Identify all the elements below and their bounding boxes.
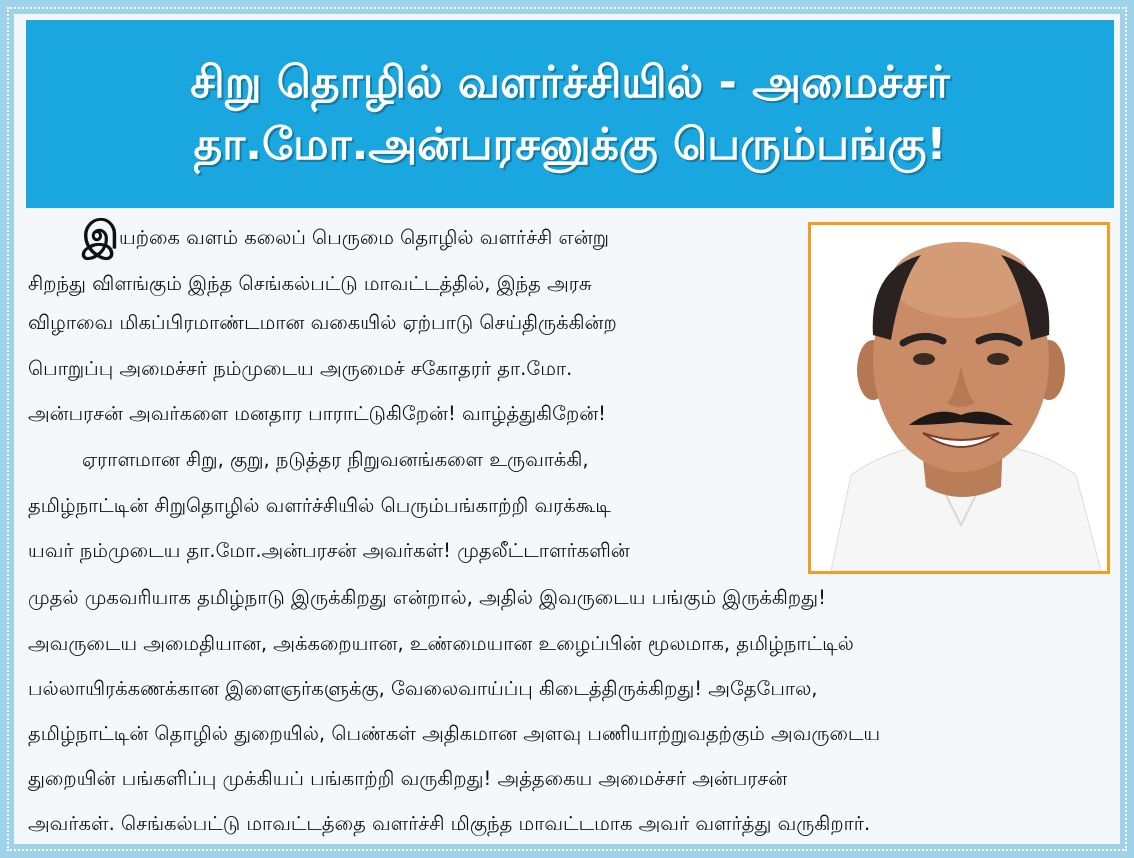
headline-line-1: சிறு தொழில் வளர்ச்சியில் - அமைச்சர்	[190, 57, 950, 108]
article-line-12: தமிழ்நாட்டின் தொழில் துறையில், பெண்கள் அதிகமான அளவு பணியாற்றுவதற்கும் அவருடைய	[28, 722, 881, 745]
headline-line-2: தா.மோ.அன்பரசனுக்கு பெரும்பங்கு!	[193, 119, 947, 170]
article-line-3: விழாவை மிகப்பிரமாண்டமான வகையில் ஏற்பாடு செய்திருக்கின்ற	[28, 311, 617, 334]
article-line-6: ஏராளமான சிறு, குறு, நடுத்தர நிறுவனங்களை உருவாக்கி,	[82, 448, 589, 471]
article-line-8: யவர் நம்முடைய தா.மோ.அன்பரசன் அவர்கள்! முதலீட்டாளர்களின்	[28, 539, 630, 562]
article-line-5: அன்பரசன் அவர்களை மனதார பாராட்டுகிறேன்! வாழ்த்துகிறேன்!	[28, 402, 606, 425]
article-line-2: சிறந்து விளங்கும் இந்த செங்கல்பட்டு மாவட்டத்தில், இந்த அரசு	[28, 272, 592, 295]
article-line-1: இயற்கை வளம் கலைப் பெருமை தொழில் வளர்ச்சி என்று	[82, 213, 609, 257]
drop-cap: இ	[82, 213, 119, 257]
article-line-10: அவருடைய அமைதியான, அக்கறையான, உண்மையான உழைப்பின் மூலமாக, தமிழ்நாட்டில்	[28, 632, 854, 655]
article-line-7: தமிழ்நாட்டின் சிறுதொழில் வளர்ச்சியில் பெரும்பங்காற்றி வரக்கூடி	[28, 494, 611, 517]
article-line-9: முதல் முகவரியாக தமிழ்நாடு இருக்கிறது என்றால், அதில் இவருடைய பங்கும் இருக்கிறது!	[28, 586, 826, 609]
headline-banner	[26, 20, 1114, 208]
minister-portrait	[808, 222, 1110, 574]
article-line-14: அவர்கள். செங்கல்பட்டு மாவட்டத்தை வளர்ச்சி மிகுந்த மாவட்டமாக அவர் வளர்த்து வருகிறார்.	[28, 812, 871, 835]
article-line-4: பொறுப்பு அமைச்சர் நம்முடைய அருமைச் சகோதரர் தா.மோ.	[28, 357, 573, 380]
article-line-11: பல்லாயிரக்கணக்கான இளைஞர்களுக்கு, வேலைவாய்ப்பு கிடைத்திருக்கிறது! அதேபோல,	[28, 677, 818, 700]
portrait-illustration	[811, 225, 1107, 571]
article-line-13: துறையின் பங்களிப்பு முக்கியப் பங்காற்றி வருகிறது! அத்தகைய அமைச்சர் அன்பரசன்	[28, 767, 788, 790]
